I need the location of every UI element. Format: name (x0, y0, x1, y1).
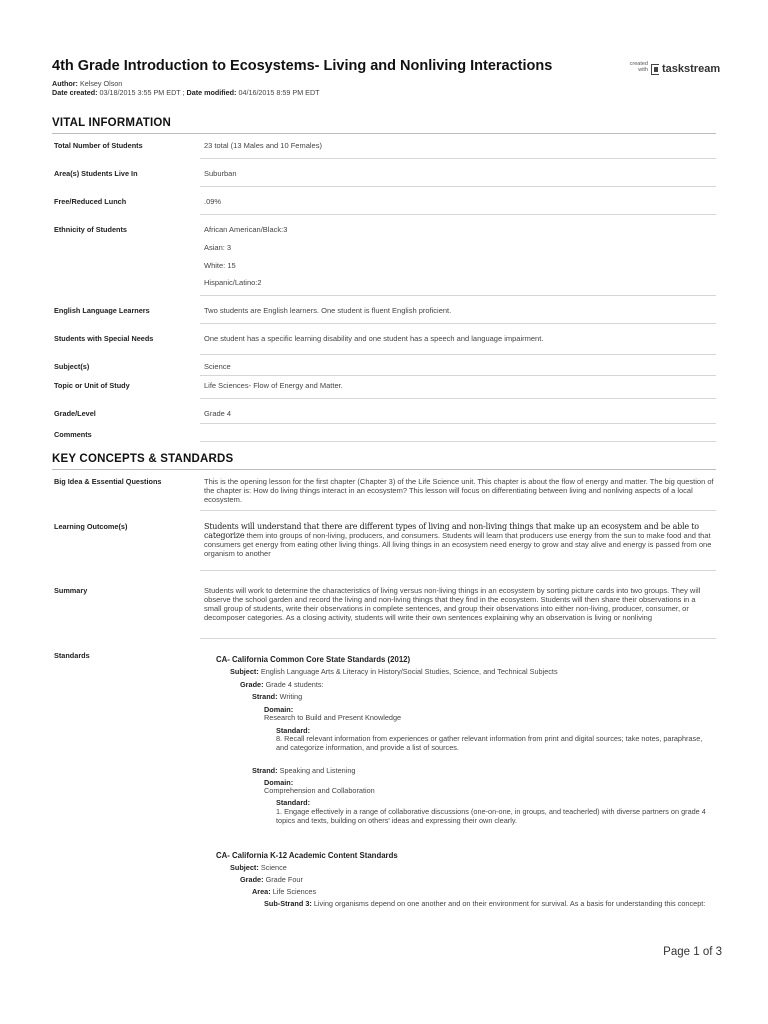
row-label: Comments (54, 430, 92, 439)
row-divider (200, 375, 716, 376)
outcome-text: them into groups of non-living, producers, and consumers. Students will learn that producers use energy from the sun to make food and that consumers get energy from eating other living things. All living things in an ecosystem need energy to grow and stay alive and energy is passed from one organism to another (204, 531, 712, 558)
row-label: Big Idea & Essential Questions (54, 477, 162, 486)
ethnicity-item: White: 15 (204, 261, 236, 270)
standard-area: Area: Life Sciences (252, 887, 317, 896)
row-label: Ethnicity of Students (54, 225, 127, 234)
row-label: Grade/Level (54, 409, 96, 418)
standard-text: 8. Recall relevant information from experiences or gather relevant information from print and digital sources; take notes, paraphrase, and categorize information, and provide a list of sources. (276, 734, 703, 752)
row-value: 23 total (13 Males and 10 Females) (204, 141, 322, 150)
standard-substrand: Sub-Strand 3: Living organisms depend on one another and on their environment for survival. As a basis for understanding this concept: (264, 899, 706, 908)
standard-text: 1. Engage effectively in a range of collaborative discussions (one-on-one, in groups, and teacherled) with diverse partners on grade 4 topics and texts, building on others' ideas and expressing their own clearly. (276, 807, 706, 825)
standard-label: Standard: (276, 726, 311, 735)
row-divider (200, 441, 716, 442)
row-divider (200, 158, 716, 159)
document-meta (52, 79, 320, 97)
section-divider (52, 133, 716, 134)
standard-domain-value: Comprehension and Collaboration (264, 786, 375, 795)
row-divider (200, 323, 716, 324)
row-divider (200, 186, 716, 187)
row-label: English Language Learners (54, 306, 150, 315)
standard-subject: Subject: Science (230, 863, 287, 872)
row-divider (200, 214, 716, 215)
row-value: This is the opening lesson for the first chapter (Chapter 3) of the Life Science unit. This chapter is about the flow of energy and matter. The big question of the chapter is: How do living things interact in an ecosystem? This lesson will focus on differentiating between living and nonliving aspects of a local ecosystem. (204, 477, 714, 504)
page-title: 4th Grade Introduction to Ecosystems- Living and Nonliving Interactions (52, 58, 553, 74)
row-value: Grade 4 (204, 409, 232, 418)
row-value: Two students are English learners. One student is fluent English proficient. (204, 306, 452, 315)
section-divider (52, 469, 716, 470)
row-label: Topic or Unit of Study (54, 381, 130, 390)
row-label: Total Number of Students (54, 141, 143, 150)
row-label: Summary (54, 586, 88, 595)
row-divider (200, 354, 716, 355)
row-label: Free/Reduced Lunch (54, 197, 127, 206)
row-label: Area(s) Students Live In (54, 169, 138, 178)
created-label: Date created: (52, 88, 98, 97)
modified-date: 04/16/2015 8:59 PM EDT (238, 88, 320, 97)
standard-set-title: CA- California K-12 Academic Content Standards (216, 851, 398, 860)
row-divider (200, 570, 716, 571)
standard-domain-value: Research to Build and Present Knowledge (264, 713, 402, 722)
row-value: One student has a specific learning disability and one student has a speech and language impairment. (204, 334, 544, 343)
standard-domain: Domain: (264, 778, 294, 787)
ethnicity-item: Hispanic/Latino:2 (204, 278, 262, 287)
standard-label: Standard: (276, 798, 311, 807)
taskstream-icon (651, 64, 659, 75)
row-value: .09% (204, 197, 222, 206)
ethnicity-item: African American/Black:3 (204, 225, 288, 234)
key-concepts-heading: KEY CONCEPTS & STANDARDS (52, 453, 234, 465)
author-name: Kelsey Olson (79, 79, 123, 88)
brand-name: taskstream (662, 63, 721, 75)
row-value: Suburban (204, 169, 237, 178)
row-label: Subject(s) (54, 362, 90, 371)
standard-strand: Strand: Speaking and Listening (252, 766, 356, 775)
row-divider (200, 638, 716, 639)
row-divider (200, 423, 716, 424)
row-label: Standards (54, 651, 90, 660)
handwritten-text: Students will understand that there are different types of living and non-living things that make up an ecosystem and be able to categorize (204, 522, 699, 540)
row-value: Science (204, 362, 231, 371)
vital-info-heading: VITAL INFORMATION (52, 117, 172, 129)
row-value (204, 522, 714, 558)
row-label: Learning Outcome(s) (54, 522, 128, 531)
row-value: Students will work to determine the characteristics of living versus non-living things in an ecosystem by sorting picture cards into two groups. They will observe the school garden and record the living and non-living things that they find in the ecosystem. Students will then share their observations in a small group of students, write their observations in complete sentences, and group their observations into either non-living, producer, consumer, or decomposer categories. As a closing activity, students will write their own sentences explaining why an observation is living or nonliving (204, 586, 701, 622)
row-label: Students with Special Needs (54, 334, 154, 343)
created-date: 03/18/2015 3:55 PM EDT ; (99, 88, 185, 97)
standard-strand: Strand: Writing (252, 692, 303, 701)
modified-label: Date modified: (186, 88, 237, 97)
row-value: Life Sciences- Flow of Energy and Matter. (204, 381, 343, 390)
standard-domain: Domain: (264, 705, 294, 714)
standard-grade: Grade: Grade Four (240, 875, 303, 884)
row-divider (200, 295, 716, 296)
standard-subject: Subject: English Language Arts & Literacy in History/Social Studies, Science, and Technical Subjects (230, 667, 558, 676)
taskstream-logo (622, 61, 722, 79)
page-number: Page 1 of 3 (663, 946, 722, 958)
standard-set-title: CA- California Common Core State Standards (2012) (216, 655, 411, 664)
standard-grade: Grade: Grade 4 students: (240, 680, 324, 689)
row-divider (200, 398, 716, 399)
ethnicity-item: Asian: 3 (204, 243, 232, 252)
created-with-text: created with (629, 61, 648, 73)
row-divider (200, 510, 716, 511)
author-label: Author: (52, 79, 78, 88)
